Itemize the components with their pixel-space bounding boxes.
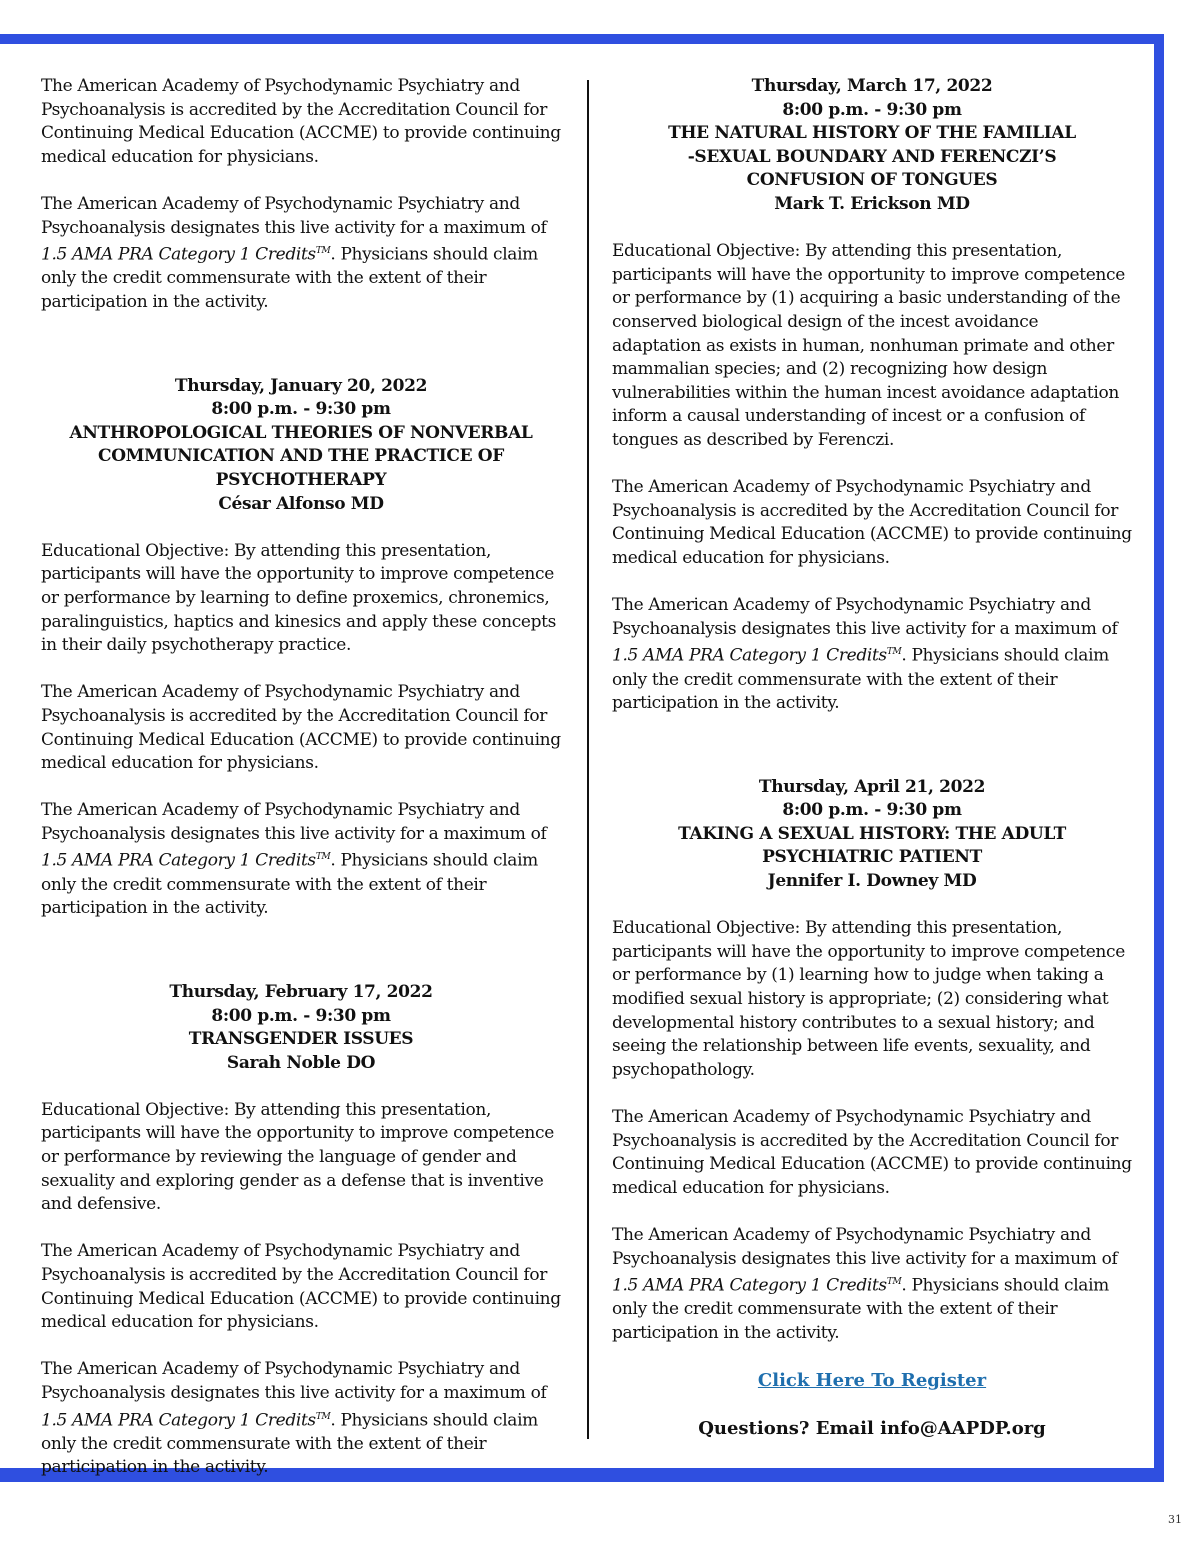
session-heading bbox=[41, 981, 561, 1075]
educational-objective: Educational Objective: By attending this presentation, participants will have the opportunity to improve competence or performance by (1) learning how to judge when taking a modified sexual history is appropriate; (2) considering what developmental history contributes to a sexual history; and seeing the relationship between life events, sexuality, and psychopathology. bbox=[612, 918, 1125, 1080]
intro-designation-text: The American Academy of Psychodynamic Psychiatry and Psychoanalysis designates this live activity for a maximum of 1.5 AMA PRA Category 1 Credits™. Physicians should claim only the credit commensurate with the extent of their participation in the activity. bbox=[41, 193, 547, 312]
designation-text: The American Academy of Psychodynamic Psychiatry and Psychoanalysis designates this live activity for a maximum of 1.5 AMA PRA Category 1 Credits™. Physicians should claim only the credit commensurate with the extent of their participation in the activity. bbox=[41, 1359, 547, 1478]
session-time: 8:00 p.m. - 9:30 pm bbox=[782, 800, 962, 821]
frame-top-border bbox=[0, 34, 1164, 44]
educational-objective: Educational Objective: By attending this presentation, participants will have the opportunity to improve competence or performance by learning to define proxemics, chronemics, paralinguistics, haptics and kinesics and apply these concepts in their daily psychotherapy practice. bbox=[41, 540, 556, 656]
session-time: 8:00 p.m. - 9:30 pm bbox=[211, 399, 391, 420]
questions-contact: Questions? Email info@AAPDP.org bbox=[698, 1417, 1046, 1439]
session-heading bbox=[612, 75, 1132, 217]
left-column bbox=[41, 75, 561, 1480]
session-speaker: César Alfonso MD bbox=[218, 493, 384, 514]
column-divider bbox=[587, 80, 589, 1439]
page-number: 31 bbox=[1168, 1513, 1182, 1526]
session-date: Thursday, February 17, 2022 bbox=[169, 981, 433, 1002]
session-date: Thursday, January 20, 2022 bbox=[174, 375, 428, 396]
educational-objective: Educational Objective: By attending this presentation, participants will have the opportunity to improve competence or performance by reviewing the language of gender and sexuality and exploring gender as a defense that is inventive and defensive. bbox=[41, 1099, 554, 1215]
session-title-line: THE NATURAL HISTORY OF THE FAMILIAL bbox=[668, 123, 1076, 144]
accreditation-text: The American Academy of Psychodynamic Psychiatry and Psychoanalysis is accredited by the Accreditation Council for Continuing Medical Education (ACCME) to provide continuing medical education for physicians. bbox=[41, 1241, 561, 1333]
session-title-line: CONFUSION OF TONGUES bbox=[746, 170, 998, 191]
session-title-line: -SEXUAL BOUNDARY AND FERENCZI’S bbox=[687, 146, 1057, 167]
intro-accreditation-text: The American Academy of Psychodynamic Psychiatry and Psychoanalysis is accredited by the Accreditation Council for Continuing Medical Education (ACCME) to provide continuing medical education for physicians. bbox=[41, 76, 561, 167]
accreditation-text: The American Academy of Psychodynamic Psychiatry and Psychoanalysis is accredited by the Accreditation Council for Continuing Medical Education (ACCME) to provide continuing medical education for physicians. bbox=[612, 1107, 1132, 1198]
session-title-line: PSYCHIATRIC PATIENT bbox=[762, 847, 982, 868]
designation-text: The American Academy of Psychodynamic Psychiatry and Psychoanalysis designates this live activity for a maximum of 1.5 AMA PRA Category 1 Credits™. Physicians should claim only the credit commensurate with the extent of their participation in the activity. bbox=[612, 595, 1118, 714]
accreditation-text: The American Academy of Psychodynamic Psychiatry and Psychoanalysis is accredited by the Accreditation Council for Continuing Medical Education (ACCME) to provide continuing medical education for physicians. bbox=[41, 682, 561, 774]
session-heading bbox=[612, 776, 1132, 894]
right-column bbox=[612, 75, 1132, 1441]
session-heading bbox=[41, 375, 561, 517]
session-title: ANTHROPOLOGICAL THEORIES OF NONVERBAL COMMUNICATION AND THE PRACTICE OF PSYCHOTHERAPY bbox=[69, 422, 533, 490]
session-time: 8:00 p.m. - 9:30 pm bbox=[782, 99, 962, 120]
frame-right-border bbox=[1154, 34, 1164, 1482]
session-date: Thursday, March 17, 2022 bbox=[751, 76, 993, 96]
session-date: Thursday, April 21, 2022 bbox=[758, 776, 986, 797]
session-speaker: Sarah Noble DO bbox=[226, 1052, 376, 1073]
educational-objective: Educational Objective: By attending this presentation, participants will have the opportunity to improve competence or performance by (1) acquiring a basic understanding of the conserved biological design of the incest avoidance adaptation as exists in human, nonhuman primate and other mammalian species; and (2) recognizing how design vulnerabilities within the human incest avoidance adaptation inform a causal understanding of incest or a confusion of tongues as described by Ferenczi. bbox=[612, 241, 1125, 450]
designation-text: The American Academy of Psychodynamic Psychiatry and Psychoanalysis designates this live activity for a maximum of 1.5 AMA PRA Category 1 Credits™. Physicians should claim only the credit commensurate with the extent of their participation in the activity. bbox=[41, 800, 547, 919]
session-speaker: Mark T. Erickson MD bbox=[774, 193, 970, 214]
session-speaker: Jennifer I. Downey MD bbox=[767, 871, 977, 892]
session-time: 8:00 p.m. - 9:30 pm bbox=[211, 1005, 391, 1026]
designation-text: The American Academy of Psychodynamic Psychiatry and Psychoanalysis designates this live activity for a maximum of 1.5 AMA PRA Category 1 Credits™. Physicians should claim only the credit commensurate with the extent of their participation in the activity. bbox=[612, 1224, 1118, 1343]
accreditation-text: The American Academy of Psychodynamic Psychiatry and Psychoanalysis is accredited by the Accreditation Council for Continuing Medical Education (ACCME) to provide continuing medical education for physicians. bbox=[612, 477, 1132, 568]
session-title-line: TAKING A SEXUAL HISTORY: THE ADULT bbox=[678, 823, 1066, 844]
session-title: TRANSGENDER ISSUES bbox=[188, 1029, 414, 1050]
register-link[interactable]: Click Here To Register bbox=[757, 1370, 987, 1392]
